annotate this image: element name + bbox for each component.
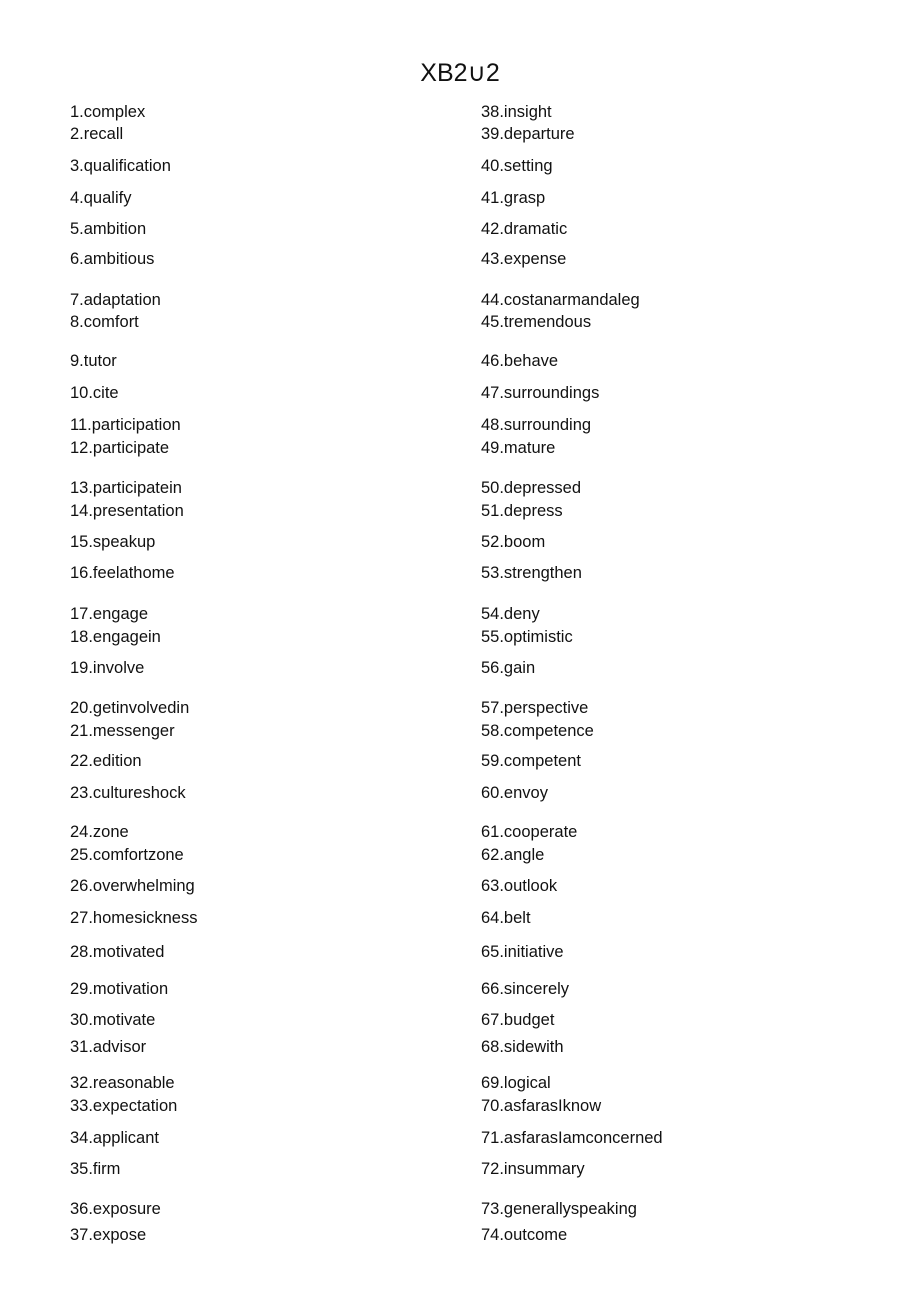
vocab-word: 44.costanarmandaleg <box>481 291 640 309</box>
vocab-word: 50.depressed <box>481 479 581 497</box>
vocab-word: 23.cultureshock <box>70 784 186 802</box>
vocab-word: 33.expectation <box>70 1097 178 1115</box>
vocab-word: 72.insummary <box>481 1160 585 1178</box>
vocab-word: 8.comfort <box>70 313 139 331</box>
vocab-word: 20.getinvolvedin <box>70 699 190 717</box>
vocab-word: 71.asfarasIamconcerned <box>481 1129 663 1147</box>
vocab-word: 29.motivation <box>70 980 169 998</box>
vocab-word: 27.homesickness <box>70 909 198 927</box>
vocab-word: 58.competence <box>481 722 594 740</box>
vocab-word: 53.strengthen <box>481 564 582 582</box>
vocab-word: 3.qualification <box>70 157 171 175</box>
vocab-word: 43.expense <box>481 250 567 268</box>
vocab-word: 47.surroundings <box>481 384 600 402</box>
vocab-word: 24.zone <box>70 823 129 841</box>
vocab-word: 1.complex <box>70 103 146 121</box>
vocab-word: 28.motivated <box>70 943 165 961</box>
vocab-word: 61.cooperate <box>481 823 578 841</box>
vocab-word: 73.generallyspeaking <box>481 1200 637 1218</box>
vocab-word: 66.sincerely <box>481 980 570 998</box>
vocab-word: 45.tremendous <box>481 313 592 331</box>
vocab-word: 41.grasp <box>481 189 546 207</box>
vocab-word: 59.competent <box>481 752 581 770</box>
vocab-word: 19.involve <box>70 659 145 677</box>
vocab-word: 52.boom <box>481 533 546 551</box>
vocab-word: 51.depress <box>481 502 563 520</box>
vocab-word: 63.outlook <box>481 877 558 895</box>
vocab-word: 69.logical <box>481 1074 551 1092</box>
vocab-word: 31.advisor <box>70 1038 147 1056</box>
vocab-word: 36.exposure <box>70 1200 161 1218</box>
vocab-word: 34.applicant <box>70 1129 159 1147</box>
vocab-word: 17.engage <box>70 605 148 623</box>
vocab-word: 16.feelathome <box>70 564 175 582</box>
vocab-word: 62.angle <box>481 846 545 864</box>
vocab-word: 37.expose <box>70 1226 147 1244</box>
vocab-word: 14.presentation <box>70 502 184 520</box>
vocab-word: 2.recall <box>70 125 124 143</box>
vocab-word: 65.initiative <box>481 943 564 961</box>
vocab-word: 49.mature <box>481 439 556 457</box>
vocab-word: 7.adaptation <box>70 291 161 309</box>
vocab-word: 70.asfarasIknow <box>481 1097 602 1115</box>
vocab-word: 10.cite <box>70 384 119 402</box>
vocab-word: 48.surrounding <box>481 416 592 434</box>
vocab-word: 15.speakup <box>70 533 156 551</box>
vocab-word: 38.insight <box>481 103 552 121</box>
vocab-word: 5.ambition <box>70 220 147 238</box>
vocab-word: 46.behave <box>481 352 559 370</box>
vocab-word: 68.sidewith <box>481 1038 564 1056</box>
vocab-word: 40.setting <box>481 157 553 175</box>
vocab-word: 25.comfortzone <box>70 846 184 864</box>
vocab-word: 60.envoy <box>481 784 548 802</box>
vocab-word: 11.participation <box>70 416 181 434</box>
vocab-word: 12.participate <box>70 439 170 457</box>
vocab-word: 67.budget <box>481 1011 555 1029</box>
vocab-word: 55.optimistic <box>481 628 573 646</box>
vocab-word: 56.gain <box>481 659 536 677</box>
vocab-word: 57.perspective <box>481 699 589 717</box>
vocab-word: 6.ambitious <box>70 250 155 268</box>
vocab-word: 35.firm <box>70 1160 121 1178</box>
vocab-word: 54.deny <box>481 605 540 623</box>
vocab-word: 74.outcome <box>481 1226 568 1244</box>
vocab-word: 39.departure <box>481 125 575 143</box>
vocab-word: 4.qualify <box>70 189 132 207</box>
vocab-word: 42.dramatic <box>481 220 568 238</box>
page-title: XB2∪2 <box>420 59 500 87</box>
vocab-word: 22.edition <box>70 752 142 770</box>
vocab-word: 26.overwhelming <box>70 877 195 895</box>
vocab-word: 32.reasonable <box>70 1074 175 1092</box>
vocab-word: 9.tutor <box>70 352 117 370</box>
vocab-word: 18.engagein <box>70 628 161 646</box>
vocab-word: 21.messenger <box>70 722 175 740</box>
vocab-word: 30.motivate <box>70 1011 156 1029</box>
vocab-word: 64.belt <box>481 909 531 927</box>
vocab-word: 13.participatein <box>70 479 182 497</box>
